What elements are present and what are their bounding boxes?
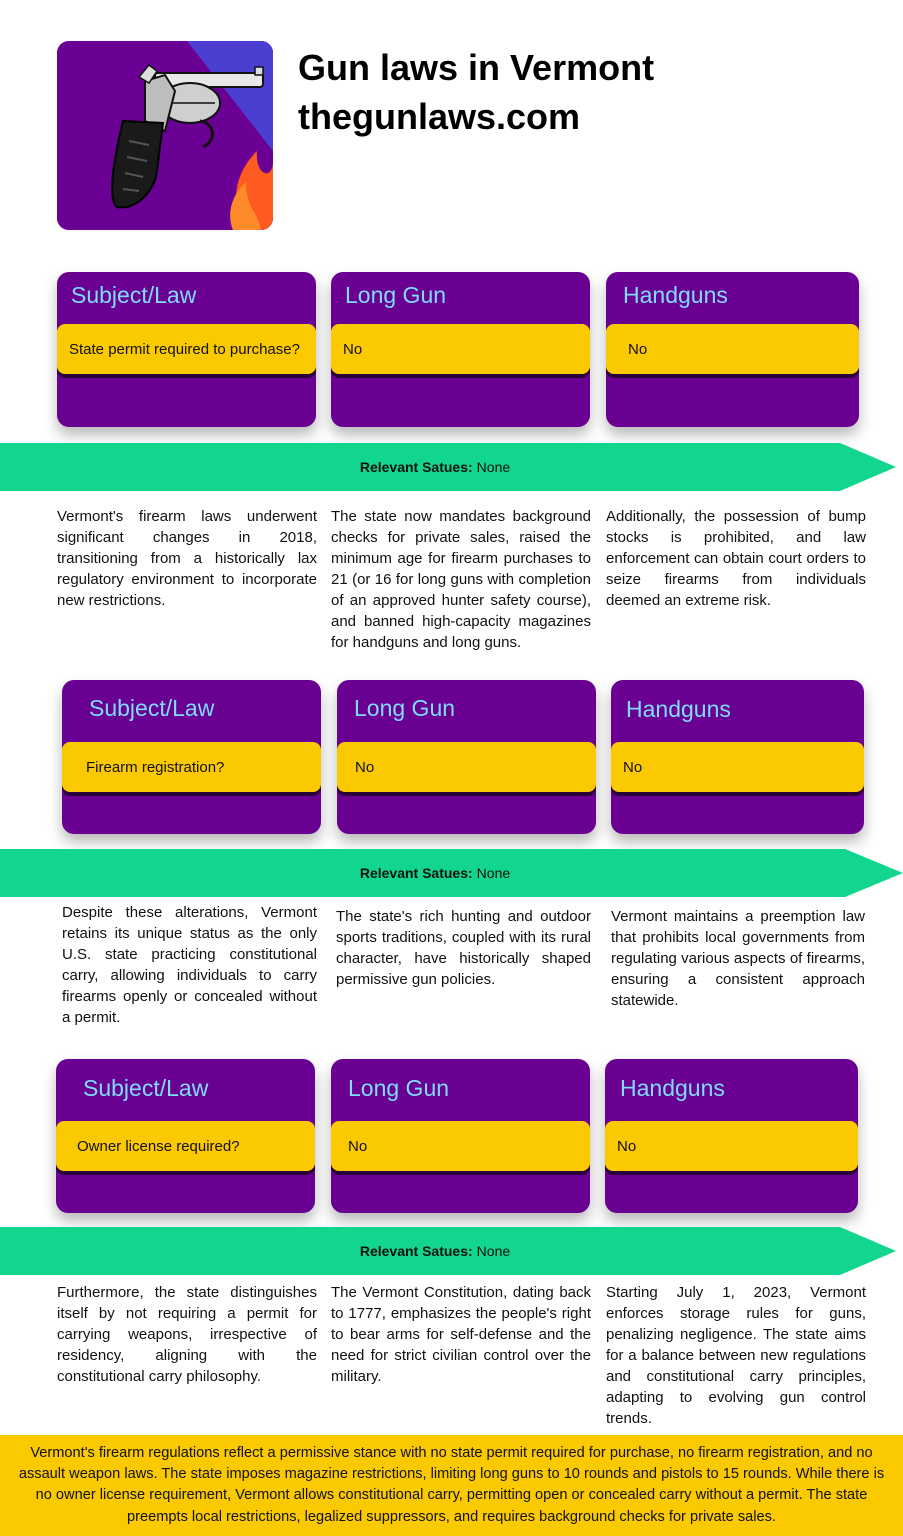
site-name: thegunlaws.com — [298, 96, 581, 137]
long-gun-heading: Long Gun — [348, 1075, 450, 1101]
subject-law-heading: Subject/Law — [83, 1075, 209, 1101]
question-strip: Owner license required? — [56, 1121, 315, 1171]
banner-label: Relevant Satues: — [359, 865, 473, 881]
revolver-icon — [57, 41, 273, 230]
paragraph: The state now mandates background checks for private sales, raised the minimum age for firearm purchases to 21 (or 16 for long guns with completion of an approved hunter safety course), and banned high-capacity magazines for handguns and long guns. — [331, 508, 591, 651]
subject-law-heading: Subject/Law — [89, 695, 215, 721]
handguns-value: No — [605, 1121, 858, 1171]
banner-value: None — [476, 865, 511, 881]
paragraph: Despite these alterations, Vermont retains its unique status as the only U.S. state practicing constitutional carry, allowing individuals to carry firearms openly or concealed without a permit. — [62, 904, 317, 1026]
handguns-value: No — [606, 324, 859, 374]
subject-law-card — [57, 272, 316, 427]
long-gun-heading: Long Gun — [345, 282, 447, 308]
banner-label: Relevant Satues: — [359, 459, 473, 475]
long-gun-card — [331, 1059, 590, 1213]
handguns-heading: Handguns — [623, 282, 728, 308]
question-strip: State permit required to purchase? — [57, 324, 316, 374]
long-gun-value: No — [337, 742, 596, 792]
paragraph: Starting July 1, 2023, Vermont enforces storage rules for guns, penalizing negligence. The state aims for a balance between new regulations and constitutional carry principles, adapting to evolving gun control trends. — [606, 1284, 866, 1427]
paragraph: The state's rich hunting and outdoor sports traditions, coupled with its rural character, have historically shaped permissive gun policies. — [336, 908, 591, 988]
banner-label: Relevant Satues: — [359, 1243, 473, 1259]
relevant-statutes-banner — [0, 443, 903, 491]
long-gun-heading: Long Gun — [354, 695, 456, 721]
paragraph: Additionally, the possession of bump stocks is prohibited, and law enforcement can obtain court orders to seize firearms from individuals deemed an extreme risk. — [606, 508, 866, 609]
handguns-card — [605, 1059, 858, 1213]
long-gun-card — [331, 272, 590, 427]
handguns-card — [606, 272, 859, 427]
banner-value: None — [476, 459, 511, 475]
banner-value: None — [476, 1243, 511, 1259]
relevant-statutes-banner — [0, 1227, 903, 1275]
paragraph: Vermont's firearm laws underwent significant changes in 2018, transitioning from a historically lax regulatory environment to incorporate new restrictions. — [57, 508, 317, 609]
question-strip: Firearm registration? — [62, 742, 321, 792]
long-gun-value: No — [331, 1121, 590, 1171]
subject-law-card — [62, 680, 321, 834]
handguns-heading: Handguns — [626, 696, 731, 722]
handguns-card — [611, 680, 864, 834]
subject-law-card — [56, 1059, 315, 1213]
paragraph: Furthermore, the state distinguishes itself by not requiring a permit for carrying weapons, irrespective of residency, aligning with the constitutional carry philosophy. — [57, 1284, 317, 1385]
revolver-logo — [57, 41, 273, 230]
summary-text: Vermont's firearm regulations reflect a permissive stance with no state permit required for purchase, no firearm registration, and no assault weapon laws. The state imposes magazine restrictions, limiting long guns to 10 rounds and pistols to 15 rounds. While there is no owner license requirement, Vermont allows constitutional carry, permitting open or concealed carry without a permit. The state preempts local restrictions, legalized suppressors, and requires background checks for private sales. — [18, 1445, 885, 1525]
subject-law-heading: Subject/Law — [71, 282, 197, 308]
paragraph: Vermont maintains a preemption law that prohibits local governments from regulating various aspects of firearms, ensuring a consistent approach statewide. — [611, 908, 865, 1009]
long-gun-card — [337, 680, 596, 834]
page-title: Gun laws in Vermont — [298, 47, 655, 88]
paragraph: The Vermont Constitution, dating back to 1777, emphasizes the people's right to bear arms for self-defense and the need for strict civilian control over the military. — [331, 1284, 591, 1385]
summary-footer — [0, 1435, 903, 1536]
relevant-statutes-banner — [0, 849, 903, 897]
long-gun-value: No — [331, 324, 590, 374]
handguns-value: No — [611, 742, 864, 792]
handguns-heading: Handguns — [620, 1075, 725, 1101]
